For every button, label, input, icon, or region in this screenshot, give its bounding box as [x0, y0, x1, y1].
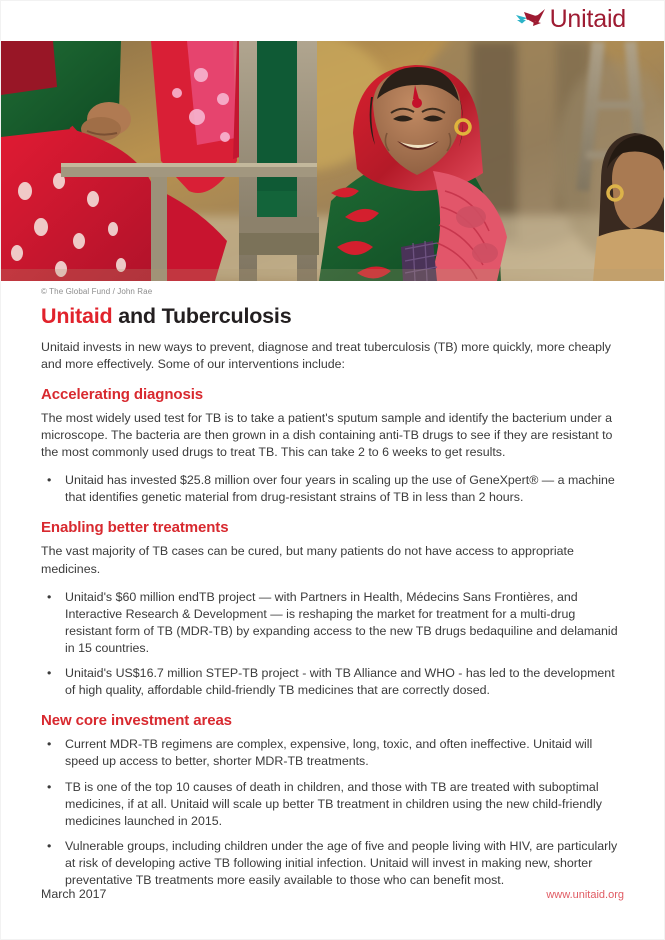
- bullet-list-accelerating-diagnosis: [41, 472, 624, 506]
- section-paragraph-accelerating-diagnosis: The most widely used test for TB is to take a patient's sputum sample and identify the bacterium under a microscope. The bacteria are then grown in a dish containing anti-TB drugs to see if they are resistant to the most commonly used drugs to treat TB. This can take 2 to 6 weeks to get results.: [41, 410, 613, 460]
- intro-paragraph: Unitaid invests in new ways to prevent, diagnose and treat tuberculosis (TB) more quickly, more cheaply and more effectively. Some of our interventions include:: [41, 339, 612, 371]
- document-body: [1, 296, 664, 889]
- page-title-accent: Unitaid: [41, 304, 113, 328]
- list-item: [41, 472, 624, 506]
- hero-photo-illustration: [1, 41, 665, 281]
- section-heading-new-core-investment-areas: New core investment areas: [41, 712, 232, 730]
- list-item-text: Current MDR-TB regimens are complex, expensive, long, toxic, and often ineffective. Unitaid will speed up access to better, shorter MDR-TB treatments.: [65, 737, 593, 769]
- list-item-text: Unitaid's $60 million endTB project — with Partners in Health, Médecins Sans Frontières, and Interactive Research & Development — is reshaping the market for treatment for a multi-drug resistant form of TB (MDR-TB) by expanding access to the new TB drugs bedaquiline and delamanid in 15 countries.: [65, 589, 618, 656]
- website-url-link[interactable]: www.unitaid.org: [546, 889, 624, 901]
- bullet-icon: •: [47, 737, 52, 752]
- bullet-icon: •: [47, 589, 52, 604]
- hummingbird-logo-icon: [516, 8, 546, 32]
- unitaid-logo[interactable]: [516, 7, 626, 32]
- bullet-icon: •: [47, 473, 52, 488]
- list-item: [41, 779, 624, 830]
- list-item: [41, 838, 624, 889]
- photo-credit: © The Global Fund / John Rae: [41, 287, 153, 296]
- bullet-list-enabling-better-treatments: [41, 589, 624, 700]
- bullet-icon: •: [47, 838, 52, 853]
- hero-photo: [1, 41, 665, 281]
- list-item-text: Unitaid has invested $25.8 million over four years in scaling up the use of GeneXpert® — a machine that identifies genetic material from drug-resistant strains of TB in less than 2 hours.: [65, 473, 615, 505]
- section-paragraph-enabling-better-treatments: The vast majority of TB cases can be cured, but many patients do not have access to appropriate medicines.: [41, 544, 574, 576]
- page-header: [1, 1, 664, 41]
- page-title: [41, 304, 624, 329]
- unitaid-logo-text: Unitaid: [549, 5, 626, 33]
- list-item-text: Unitaid's US$16.7 million STEP-TB project - with TB Alliance and WHO - has led to the development of high quality, affordable child-friendly TB medicines that are correctly dosed.: [65, 666, 615, 698]
- bullet-list-new-core-investment-areas: [41, 736, 624, 889]
- publication-date: March 2017: [41, 887, 107, 901]
- list-item: [41, 736, 624, 770]
- bullet-icon: •: [47, 779, 52, 794]
- bullet-icon: •: [47, 666, 52, 681]
- list-item: [41, 589, 624, 657]
- list-item-text: Vulnerable groups, including children under the age of five and people living with HIV, are particularly at risk of developing active TB following initial infection. Unitaid will invest in making new, shorter preventative TB treatments more easily available to those who can benefit most.: [65, 838, 618, 888]
- list-item-text: TB is one of the top 10 causes of death in children, and those with TB are treated with suboptimal medicines, if at all. Unitaid will scale up better TB treatment in children using the new child-friendly medicines launched in 2015.: [65, 779, 602, 828]
- page-title-rest: and Tuberculosis: [112, 304, 292, 328]
- page-footer: [1, 887, 664, 901]
- section-heading-accelerating-diagnosis: Accelerating diagnosis: [41, 385, 204, 403]
- section-heading-enabling-better-treatments: Enabling better treatments: [41, 519, 229, 537]
- list-item: [41, 665, 624, 699]
